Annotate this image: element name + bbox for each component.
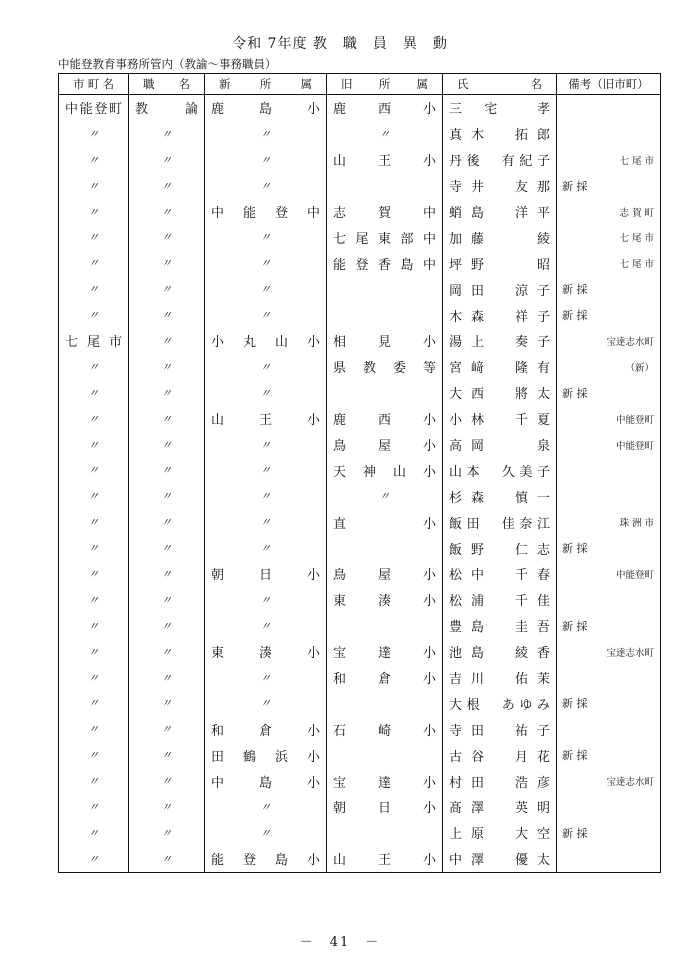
cell-old-office: 志 賀 中: [327, 199, 443, 225]
cell-new-office: 能 登 島 小: [205, 846, 327, 872]
cell-name: 杉森 慎一: [443, 483, 557, 509]
cell-new-office: 〃: [205, 794, 327, 820]
cell-new-office: 鹿 島 小: [205, 95, 327, 121]
cell-position: 〃: [129, 742, 205, 768]
cell-remarks: [557, 121, 661, 147]
cell-remarks: 宝達志水町: [557, 639, 661, 665]
cell-new-office: 〃: [205, 121, 327, 147]
cell-new-office: 小 丸 山 小: [205, 328, 327, 354]
cell-remarks: 七 尾 市: [557, 250, 661, 276]
table-row: [59, 121, 661, 147]
cell-name: 池島 綾香: [443, 639, 557, 665]
cell-city: 〃: [59, 716, 129, 742]
cell-old-office: 天 神 山 小: [327, 457, 443, 483]
cell-position: 〃: [129, 561, 205, 587]
cell-old-office: [327, 380, 443, 406]
cell-city: 〃: [59, 690, 129, 716]
cell-city: 〃: [59, 587, 129, 613]
cell-remarks: （新）: [557, 354, 661, 380]
table-row: [59, 561, 661, 587]
cell-new-office: 田 鶴 浜 小: [205, 742, 327, 768]
cell-name: 髙澤 英明: [443, 794, 557, 820]
cell-remarks: 七 尾 市: [557, 147, 661, 173]
cell-old-office: 鳥 屋 小: [327, 561, 443, 587]
cell-remarks: [557, 95, 661, 121]
cell-remarks: 新 採: [557, 820, 661, 846]
cell-new-office: 〃: [205, 147, 327, 173]
cell-old-office: 宝 達 小: [327, 639, 443, 665]
cell-old-office: 〃: [327, 483, 443, 509]
cell-position: 〃: [129, 147, 205, 173]
cell-remarks: [557, 483, 661, 509]
cell-old-office: 鳥 屋 小: [327, 432, 443, 458]
cell-old-office: 県 教 委 等: [327, 354, 443, 380]
cell-remarks: 宝達志水町: [557, 328, 661, 354]
cell-position: 〃: [129, 665, 205, 691]
cell-city: 〃: [59, 509, 129, 535]
cell-city: 〃: [59, 354, 129, 380]
cell-new-office: 〃: [205, 587, 327, 613]
cell-remarks: 志 賀 町: [557, 199, 661, 225]
table-row: [59, 302, 661, 328]
cell-name: 宮﨑 隆有: [443, 354, 557, 380]
cell-position: 〃: [129, 250, 205, 276]
cell-city: 〃: [59, 406, 129, 432]
page-number: － 41 －: [299, 935, 381, 950]
table-header-row: [59, 74, 661, 95]
table-row: [59, 665, 661, 691]
table-row: [59, 690, 661, 716]
table-row: [59, 457, 661, 483]
cell-city: 〃: [59, 302, 129, 328]
cell-name: 岡田 涼子: [443, 276, 557, 302]
cell-city: 〃: [59, 768, 129, 794]
cell-old-office: 山 王 小: [327, 147, 443, 173]
cell-new-office: 〃: [205, 613, 327, 639]
cell-new-office: 和 倉 小: [205, 716, 327, 742]
cell-new-office: 中 島 小: [205, 768, 327, 794]
cell-remarks: [557, 665, 661, 691]
cell-new-office: 〃: [205, 380, 327, 406]
cell-old-office: 東 湊 小: [327, 587, 443, 613]
cell-name: 村田 浩彦: [443, 768, 557, 794]
cell-old-office: 相 見 小: [327, 328, 443, 354]
cell-name: 大西 將太: [443, 380, 557, 406]
cell-city: 〃: [59, 846, 129, 872]
table-row: [59, 768, 661, 794]
cell-new-office: 〃: [205, 690, 327, 716]
cell-remarks: 新 採: [557, 302, 661, 328]
cell-new-office: 〃: [205, 302, 327, 328]
document-subtitle: 中能登教育事務所管内（教諭～事務職員）: [58, 57, 277, 71]
cell-name: 木森 祥子: [443, 302, 557, 328]
cell-remarks: [557, 846, 661, 872]
table-row: [59, 173, 661, 199]
cell-old-office: 直 小: [327, 509, 443, 535]
table-row: [59, 794, 661, 820]
cell-position: 〃: [129, 302, 205, 328]
cell-city: 中能登町: [59, 95, 129, 121]
cell-name: 小林 千夏: [443, 406, 557, 432]
cell-old-office: [327, 820, 443, 846]
cell-old-office: [327, 613, 443, 639]
table-row: [59, 483, 661, 509]
table-row: [59, 276, 661, 302]
cell-remarks: 新 採: [557, 535, 661, 561]
table-row: [59, 509, 661, 535]
cell-city: 〃: [59, 639, 129, 665]
cell-name: 丹後 有紀子: [443, 147, 557, 173]
cell-name: 蛸島 洋平: [443, 199, 557, 225]
header-new-office: 新 所 属: [205, 74, 327, 95]
table-row: [59, 380, 661, 406]
personnel-transfer-table: [58, 73, 661, 873]
table-row: [59, 95, 661, 121]
cell-position: 〃: [129, 354, 205, 380]
cell-position: 〃: [129, 639, 205, 665]
cell-position: 教 論: [129, 95, 205, 121]
table-row: [59, 639, 661, 665]
cell-old-office: 和 倉 小: [327, 665, 443, 691]
cell-remarks: 宝達志水町: [557, 768, 661, 794]
cell-old-office: 鹿 西 小: [327, 406, 443, 432]
cell-remarks: 新 採: [557, 380, 661, 406]
cell-city: 〃: [59, 432, 129, 458]
header-name: 氏 名: [443, 74, 557, 95]
table-row: [59, 846, 661, 872]
cell-position: 〃: [129, 535, 205, 561]
cell-name: 吉川 佑茉: [443, 665, 557, 691]
header-city: 市町名: [59, 74, 129, 95]
cell-new-office: 〃: [205, 224, 327, 250]
cell-new-office: 〃: [205, 509, 327, 535]
cell-remarks: 新 採: [557, 742, 661, 768]
cell-new-office: 〃: [205, 276, 327, 302]
table-row: [59, 613, 661, 639]
table-row: [59, 199, 661, 225]
cell-name: 三 宅 孝: [443, 95, 557, 121]
cell-city: 〃: [59, 820, 129, 846]
cell-city: 〃: [59, 380, 129, 406]
cell-old-office: 石 崎 小: [327, 716, 443, 742]
cell-new-office: 〃: [205, 483, 327, 509]
cell-city: 〃: [59, 250, 129, 276]
cell-position: 〃: [129, 432, 205, 458]
cell-remarks: 新 採: [557, 173, 661, 199]
cell-position: 〃: [129, 483, 205, 509]
cell-city: 〃: [59, 224, 129, 250]
cell-new-office: 〃: [205, 535, 327, 561]
cell-city: 〃: [59, 147, 129, 173]
header-old-office: 旧 所 属: [327, 74, 443, 95]
cell-name: 飯田 佳奈江: [443, 509, 557, 535]
cell-name: 坪野 昭: [443, 250, 557, 276]
cell-name: 山本 久美子: [443, 457, 557, 483]
cell-remarks: 中能登町: [557, 432, 661, 458]
table-row: [59, 820, 661, 846]
cell-position: 〃: [129, 613, 205, 639]
cell-remarks: 七 尾 市: [557, 224, 661, 250]
cell-position: 〃: [129, 457, 205, 483]
cell-remarks: [557, 716, 661, 742]
cell-position: 〃: [129, 820, 205, 846]
cell-new-office: 〃: [205, 250, 327, 276]
cell-position: 〃: [129, 406, 205, 432]
table-row: [59, 535, 661, 561]
table-row: [59, 250, 661, 276]
cell-new-office: 〃: [205, 173, 327, 199]
cell-remarks: 珠 洲 市: [557, 509, 661, 535]
table-row: [59, 224, 661, 250]
cell-position: 〃: [129, 716, 205, 742]
cell-position: 〃: [129, 768, 205, 794]
cell-old-office: [327, 690, 443, 716]
table-row: [59, 742, 661, 768]
cell-new-office: 朝 日 小: [205, 561, 327, 587]
cell-city: 七尾市: [59, 328, 129, 354]
cell-position: 〃: [129, 328, 205, 354]
cell-name: 松浦 千佳: [443, 587, 557, 613]
cell-position: 〃: [129, 199, 205, 225]
cell-new-office: 〃: [205, 432, 327, 458]
cell-old-office: 山 王 小: [327, 846, 443, 872]
cell-city: 〃: [59, 483, 129, 509]
cell-position: 〃: [129, 690, 205, 716]
cell-position: 〃: [129, 380, 205, 406]
cell-name: 上原 大空: [443, 820, 557, 846]
cell-position: 〃: [129, 846, 205, 872]
table-row: [59, 147, 661, 173]
cell-city: 〃: [59, 121, 129, 147]
cell-new-office: 東 湊 小: [205, 639, 327, 665]
cell-name: 寺田 祐子: [443, 716, 557, 742]
cell-city: 〃: [59, 535, 129, 561]
cell-name: 松中 千春: [443, 561, 557, 587]
cell-name: 中澤 優太: [443, 846, 557, 872]
cell-city: 〃: [59, 794, 129, 820]
cell-old-office: [327, 535, 443, 561]
cell-old-office: 朝 日 小: [327, 794, 443, 820]
cell-old-office: 七尾東部中: [327, 224, 443, 250]
cell-city: 〃: [59, 613, 129, 639]
cell-old-office: [327, 302, 443, 328]
cell-name: 湯上 奏子: [443, 328, 557, 354]
cell-remarks: [557, 794, 661, 820]
cell-remarks: [557, 587, 661, 613]
cell-position: 〃: [129, 794, 205, 820]
cell-position: 〃: [129, 224, 205, 250]
cell-city: 〃: [59, 457, 129, 483]
cell-position: 〃: [129, 276, 205, 302]
cell-old-office: [327, 742, 443, 768]
cell-name: 大根 あゆみ: [443, 690, 557, 716]
cell-name: 寺井 友那: [443, 173, 557, 199]
cell-city: 〃: [59, 276, 129, 302]
table-row: [59, 328, 661, 354]
cell-position: 〃: [129, 121, 205, 147]
cell-remarks: 新 採: [557, 613, 661, 639]
cell-old-office: [327, 276, 443, 302]
table-row: [59, 354, 661, 380]
table-row: [59, 587, 661, 613]
cell-remarks: [557, 457, 661, 483]
cell-name: 真木 拓郎: [443, 121, 557, 147]
cell-city: 〃: [59, 199, 129, 225]
cell-name: 加藤 綾: [443, 224, 557, 250]
table-row: [59, 716, 661, 742]
header-position: 職 名: [129, 74, 205, 95]
cell-new-office: 〃: [205, 820, 327, 846]
cell-city: 〃: [59, 665, 129, 691]
cell-old-office: 能登香島中: [327, 250, 443, 276]
cell-new-office: 〃: [205, 457, 327, 483]
cell-position: 〃: [129, 509, 205, 535]
header-remarks: 備考（旧市町）: [557, 74, 661, 95]
cell-city: 〃: [59, 561, 129, 587]
cell-remarks: 新 採: [557, 276, 661, 302]
table-row: [59, 406, 661, 432]
cell-old-office: 〃: [327, 121, 443, 147]
cell-new-office: 〃: [205, 665, 327, 691]
cell-position: 〃: [129, 587, 205, 613]
cell-city: 〃: [59, 173, 129, 199]
cell-remarks: 新 採: [557, 690, 661, 716]
table-row: [59, 432, 661, 458]
cell-position: 〃: [129, 173, 205, 199]
cell-new-office: 山 王 小: [205, 406, 327, 432]
cell-name: 古谷 月花: [443, 742, 557, 768]
cell-name: 豊島 圭吾: [443, 613, 557, 639]
cell-old-office: [327, 173, 443, 199]
document-title: 令和 7年度 教 職 員 異 動: [232, 36, 448, 52]
cell-name: 飯野 仁志: [443, 535, 557, 561]
cell-remarks: 中能登町: [557, 561, 661, 587]
cell-new-office: 中 能 登 中: [205, 199, 327, 225]
cell-name: 高岡 泉: [443, 432, 557, 458]
cell-old-office: 鹿 西 小: [327, 95, 443, 121]
cell-old-office: 宝 達 小: [327, 768, 443, 794]
cell-new-office: 〃: [205, 354, 327, 380]
cell-city: 〃: [59, 742, 129, 768]
cell-remarks: 中能登町: [557, 406, 661, 432]
